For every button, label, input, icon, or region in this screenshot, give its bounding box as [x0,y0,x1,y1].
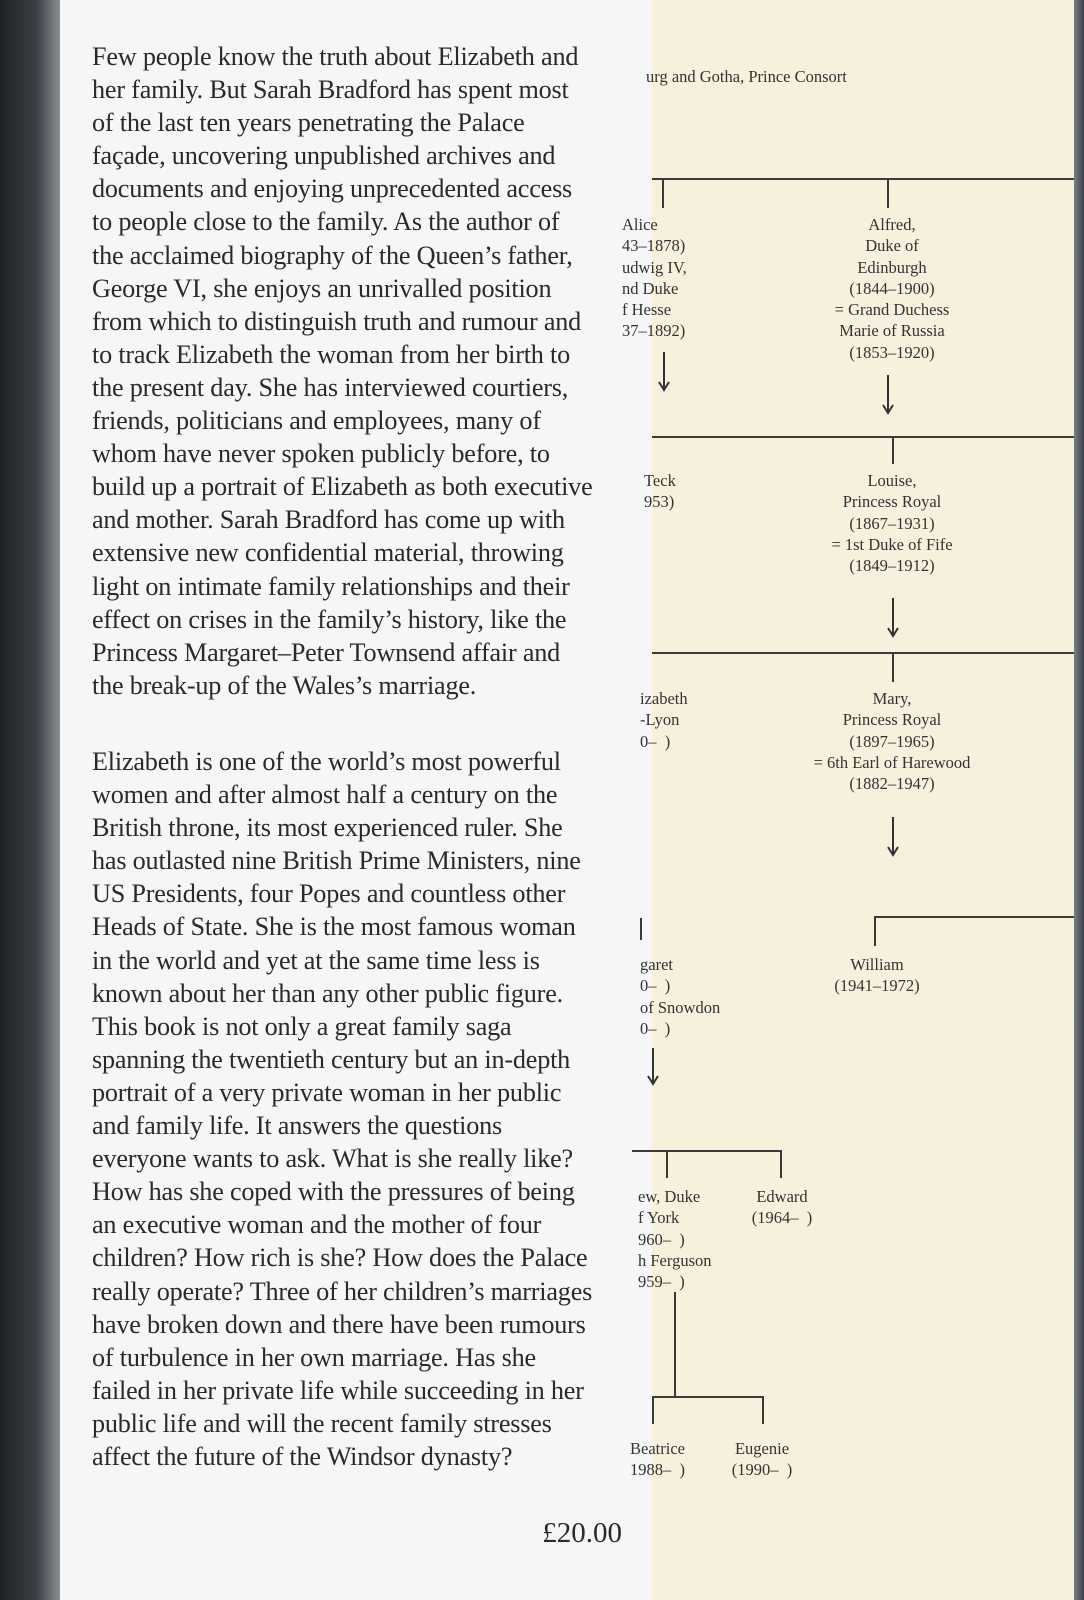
tree-line [887,178,889,208]
blurb-line: extensive new confidential material, throwing [92,538,564,568]
blurb-line: has outlasted nine British Prime Ministers, nine [92,846,581,876]
tree-line [666,1150,668,1178]
blurb-line: US Presidents, four Popes and countless other [92,879,566,909]
descent-arrow-icon [646,1048,660,1088]
person-edward [732,1186,832,1229]
tree-text-line: (1941–1972) [834,976,920,996]
person-alfred [807,214,977,363]
tree-line [874,916,1084,918]
tree-line [892,652,894,682]
tree-text-line: Alfred, [868,215,916,234]
blurb-line: known about her than any other public figure. [92,978,563,1008]
blurb-line: an executive woman and the mother of four [92,1210,542,1240]
blurb-line: This book is not only a great family saga [92,1011,512,1041]
blurb-line: women and after almost half a century on the [92,780,558,810]
tree-text-line: f York [638,1208,680,1228]
blurb-paragraph-1 [92,40,652,702]
tree-text-line: 0– ) [640,731,671,751]
tree-line [874,916,876,946]
tree-text-line: Mary, [872,689,912,708]
tree-text-line: Beatrice [630,1439,685,1458]
tree-text-line: 0– ) [640,1018,671,1038]
blurb-line: George VI, she enjoys an unrivalled position [92,273,552,303]
blurb-line: her family. But Sarah Bradford has spent most [92,75,569,105]
blurb-line: effect on crises in the family’s history, like the [92,604,567,634]
blurb-line: spanning the twentieth century but an in-depth [92,1044,571,1074]
tree-text-line: (1867–1931) [849,513,935,533]
tree-text-line: = 6th Earl of Harewood [813,752,971,772]
tree-text-line: garet [640,955,673,974]
blurb-line: public life and will the recent family stresses [92,1408,552,1438]
tree-text-line: (1990– ) [731,1460,793,1480]
blurb-line: portrait of a very private woman in her public [92,1077,562,1107]
blurb-line: children? How rich is she? How does the Palace [92,1243,588,1273]
tree-text-line: 1988– ) [630,1460,685,1480]
tree-text-line: nd Duke [622,278,679,298]
tree-text-line: Alice [622,215,658,234]
tree-text-line: f Hesse [622,300,672,320]
tree-text-line: 959– ) [638,1272,685,1292]
person-teck [644,470,724,513]
tree-text-line: = 1st Duke of Fife [831,534,953,554]
blurb-line: documents and enjoying unprecedented access [92,174,573,204]
tree-text-line: izabeth [640,689,688,708]
tree-line [652,1396,654,1424]
descent-arrow-icon [886,598,900,638]
person-margaret [640,954,760,1039]
price-label: £20.00 [542,1517,622,1549]
tree-line [652,652,1084,654]
blurb-line: everyone wants to ask. What is she really like? [92,1144,573,1174]
tree-line [762,1396,764,1424]
blurb-line: really operate? Three of her children’s marriages [92,1276,593,1306]
tree-text-line: = Grand Duchess [834,300,950,320]
tree-line [632,1150,782,1152]
blurb-line: whom have never spoken publicly before, to [92,439,550,469]
tree-text-line: h Ferguson [638,1250,712,1270]
blurb-line: and family life. It answers the questions [92,1111,502,1141]
descent-arrow-icon [657,352,671,392]
blurb-line: to track Elizabeth the woman from her birth to [92,339,571,369]
blurb-line: build up a portrait of Elizabeth as both executive [92,472,593,502]
tree-text-line: ew, Duke [638,1187,701,1206]
tree-text-line: Duke of [865,236,919,256]
tree-line [892,436,894,464]
tree-text-line: Teck [644,471,676,490]
tree-text-line: (1844–1900) [849,278,935,298]
tree-header: urg and Gotha, Prince Consort [646,67,847,86]
book-board-edge [1074,0,1084,1600]
tree-text-line: 960– ) [638,1229,685,1249]
blurb-line: the break-up of the Wales’s marriage. [92,670,477,700]
blurb-line: friends, politicians and employees, many of [92,406,541,436]
tree-text-line: Princess Royal [842,492,942,512]
tree-text-line: William [850,955,904,974]
blurb-line: Few people know the truth about Elizabeth and [92,42,579,71]
tree-text-line: 0– ) [640,976,671,996]
blurb-line: façade, uncovering unpublished archives and [92,141,556,171]
tree-text-line: Marie of Russia [839,321,945,341]
tree-text-line: 37–1892) [622,321,686,341]
blurb-line: How has she coped with the pressures of being [92,1177,575,1207]
tree-text-line: -Lyon [640,710,680,730]
tree-text-line: Eugenie [734,1439,790,1458]
person-louise [797,470,987,576]
person-elizabeth-bowes-lyon [640,688,740,752]
tree-line [652,1396,764,1398]
tree-text-line: 43–1878) [622,236,686,256]
tree-text-line: (1849–1912) [849,556,935,576]
blurb-line: affect the future of the Windsor dynasty? [92,1441,513,1471]
blurb-line: in the world and yet at the same time less is [92,945,540,975]
blurb-line: British throne, its most experienced ruler. She [92,813,563,843]
blurb-line: the present day. She has interviewed courtiers, [92,372,569,402]
tree-text-line: Louise, [867,471,917,490]
person-william [812,954,942,997]
blurb-paragraph-2 [92,745,652,1473]
blurb-line: failed in her private life while succeeding in her [92,1375,584,1405]
tree-line [652,178,1084,180]
blurb-line: and mother. Sarah Bradford has come up with [92,505,565,535]
descent-arrow-icon [881,375,895,415]
tree-line [640,918,642,940]
person-alice [622,214,722,342]
tree-text-line: udwig IV, [622,257,687,277]
blurb-line: have broken down and there have been rumours [92,1309,586,1339]
tree-text-line: (1882–1947) [849,774,935,794]
family-tree-page [622,0,1084,1600]
tree-text-line: Edward [756,1187,808,1206]
person-mary [792,688,992,794]
tree-text-line: of Snowdon [640,997,721,1017]
tree-text-line: Edinburgh [857,257,927,277]
blurb-line: Heads of State. She is the most famous woman [92,912,576,942]
tree-text-line: (1964– ) [751,1208,813,1228]
blurb-line: from which to distinguish truth and rumour and [92,306,582,336]
tree-text-line: Princess Royal [842,710,942,730]
person-eugenie [712,1438,812,1481]
dust-jacket-flap [60,0,652,1600]
tree-line [652,436,1084,438]
tree-text-line: 953) [644,492,675,512]
tree-line [674,1292,676,1398]
blurb-line: the acclaimed biography of the Queen’s father, [92,240,573,270]
blurb-line: to people close to the family. As the author of [92,207,560,237]
blurb-line: light on intimate family relationships and their [92,571,570,601]
book-spine-edge [0,0,60,1600]
blurb-line: Elizabeth is one of the world’s most powerful [92,747,561,776]
blurb-line: of the last ten years penetrating the Palace [92,108,525,138]
tree-line [780,1150,782,1178]
descent-arrow-icon [886,817,900,857]
tree-text-line: (1897–1965) [849,731,935,751]
tree-line [662,178,664,208]
blurb-line: of turbulence in her own marriage. Has she [92,1342,536,1372]
blurb-line: Princess Margaret–Peter Townsend affair and [92,637,561,667]
tree-text-line: (1853–1920) [849,342,935,362]
